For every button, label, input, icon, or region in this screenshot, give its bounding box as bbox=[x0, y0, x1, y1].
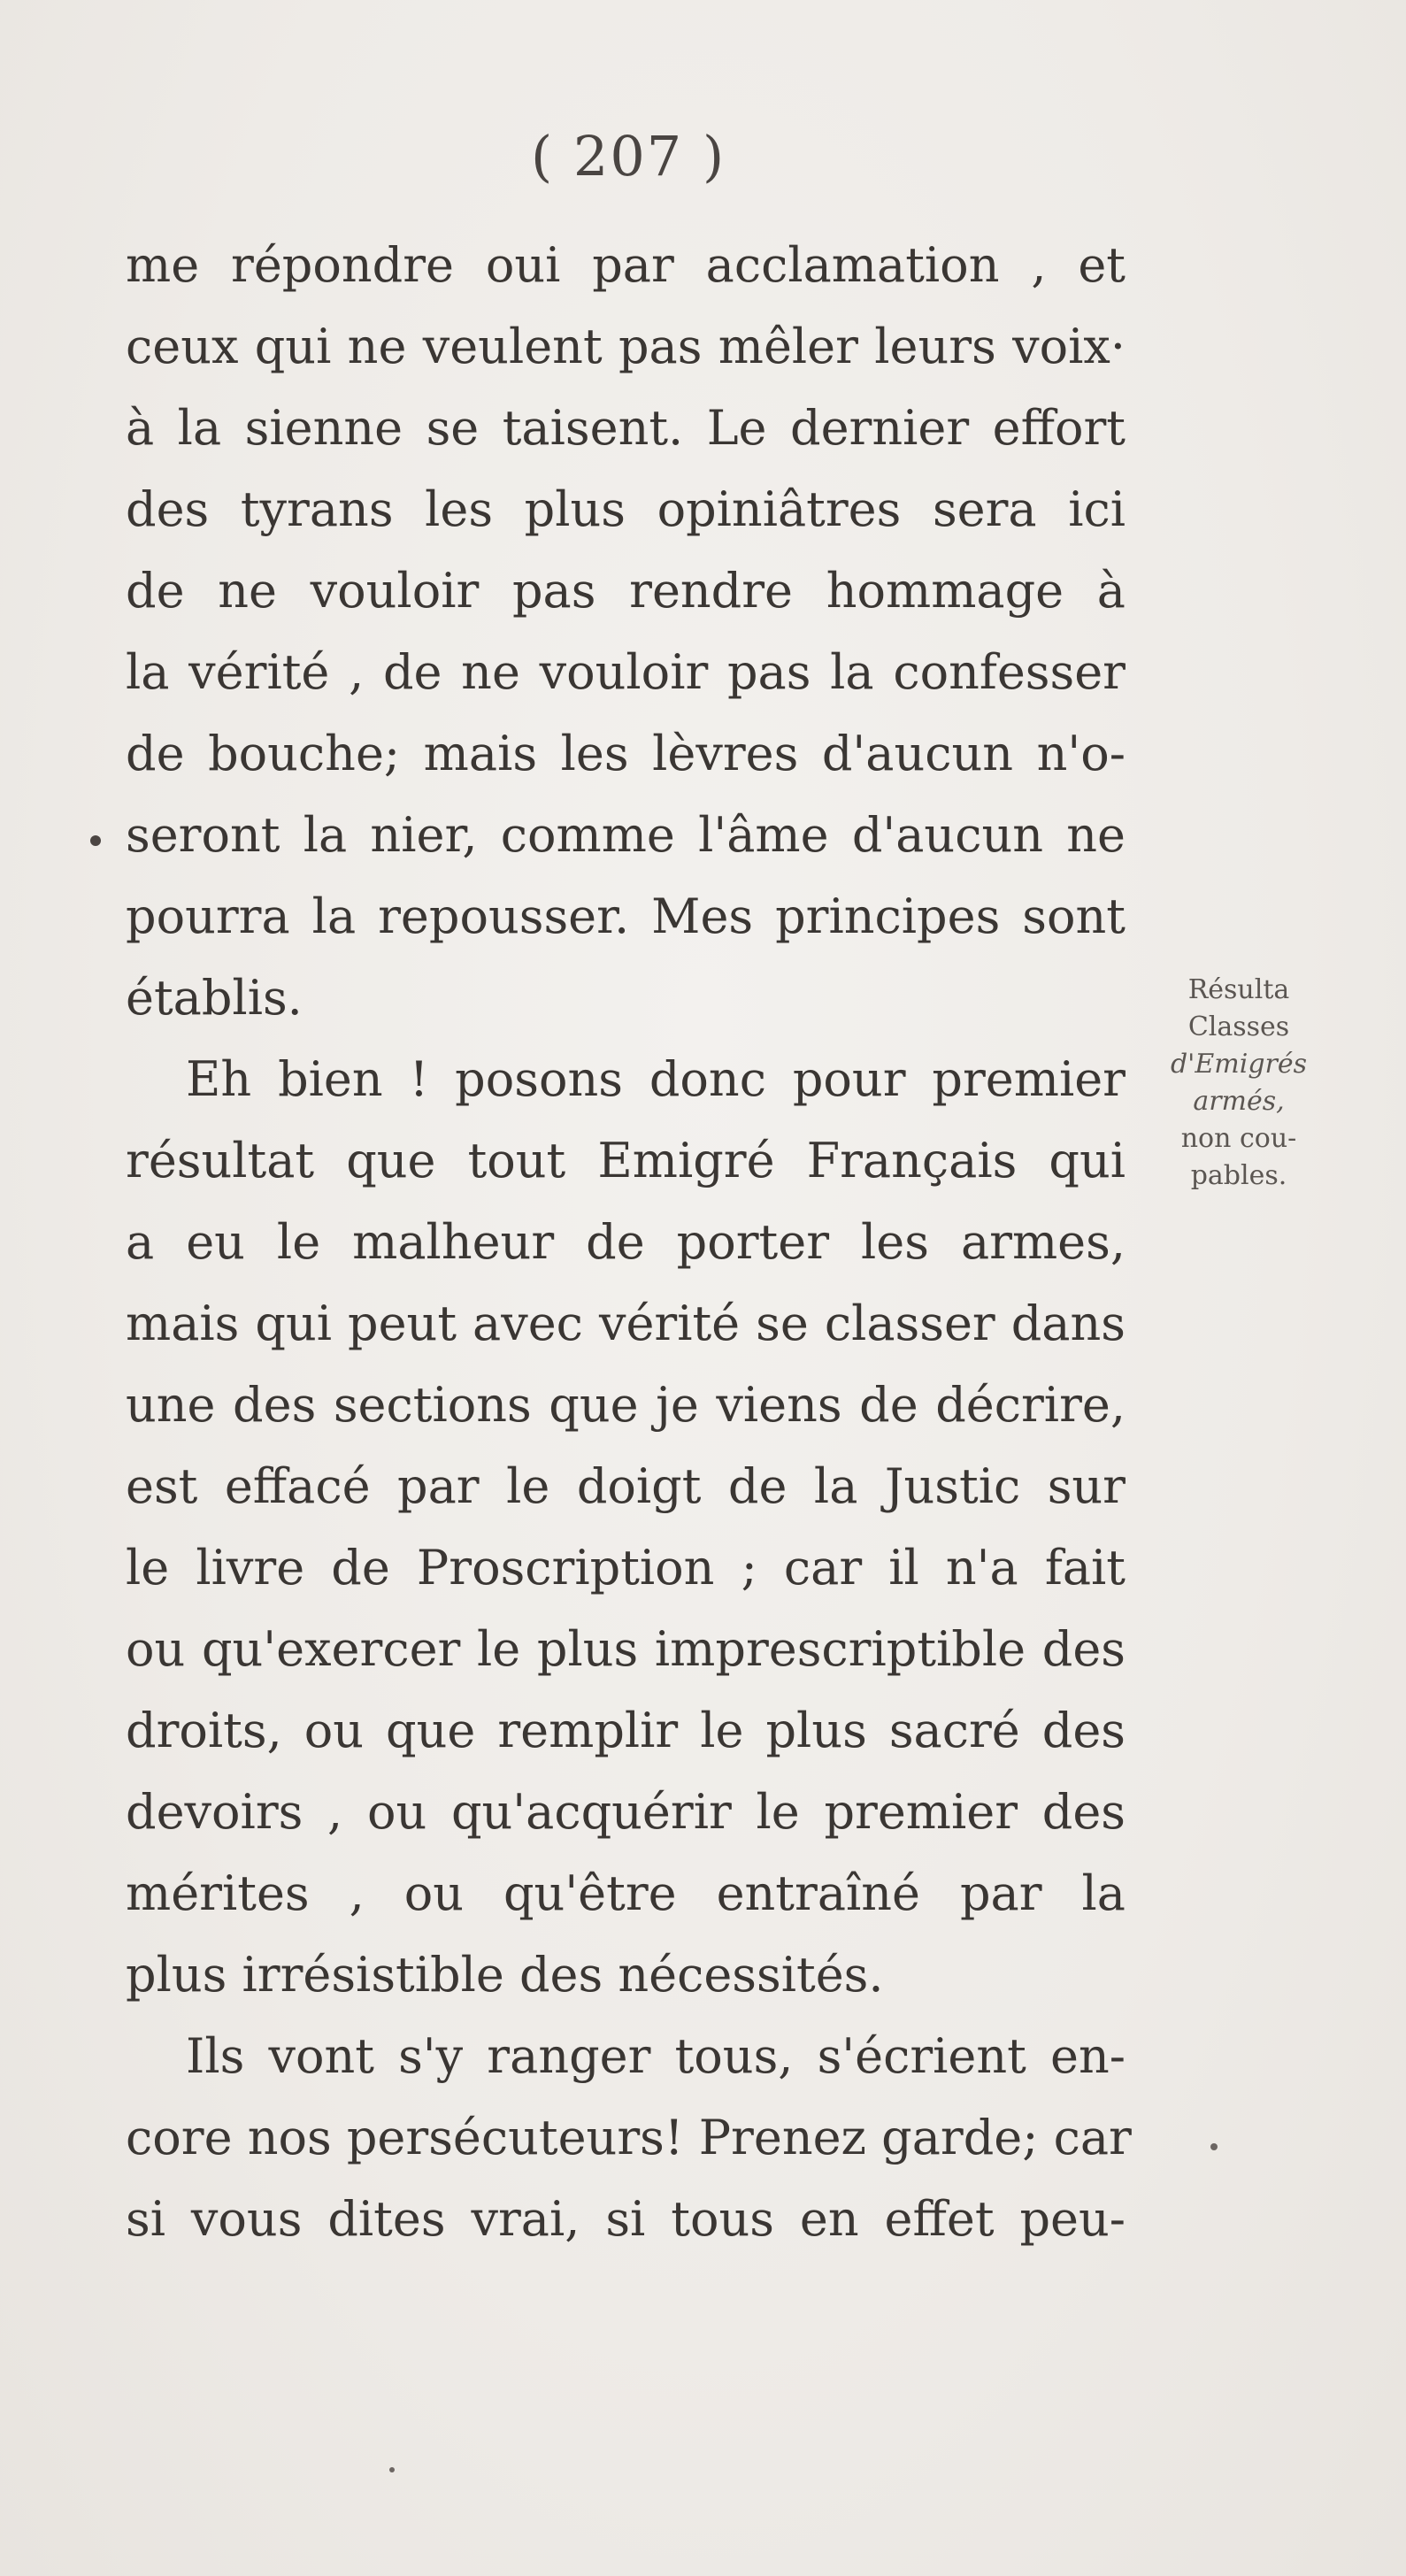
margin-note-line: armés, bbox=[1193, 1086, 1285, 1117]
text-line: me répondre oui par acclamation , et bbox=[126, 237, 1126, 293]
margin-note-line: Résulta bbox=[1187, 974, 1290, 1005]
body-text bbox=[126, 225, 1132, 2260]
text-line: droits, ou que remplir le plus sacré des bbox=[126, 1703, 1126, 1758]
text-line: des tyrans les plus opiniâtres sera ici bbox=[126, 481, 1126, 537]
text-line: si vous dites vrai, si tous en effet peu- bbox=[126, 2191, 1126, 2247]
text-line: seront la nier, comme l'âme d'aucun ne bbox=[126, 807, 1126, 863]
text-line: core nos persécuteurs! Prenez garde; car bbox=[126, 2110, 1132, 2165]
margin-note-line: non cou- bbox=[1180, 1123, 1297, 1154]
margin-note-line: d'Emigrés bbox=[1170, 1049, 1308, 1080]
page-number: ( 207 ) bbox=[531, 124, 726, 188]
margin-note-line: pables. bbox=[1190, 1160, 1287, 1191]
text-line: résultat que tout Emigré Français qui bbox=[126, 1133, 1126, 1188]
text-line: à la sienne se taisent. Le dernier effort bbox=[126, 400, 1126, 456]
text-line: une des sections que je viens de décrire, bbox=[126, 1377, 1126, 1433]
paper-speck bbox=[389, 2467, 395, 2472]
text-line: mérites , ou qu'être entraîné par la bbox=[126, 1865, 1126, 1921]
text-line: Eh bien ! posons donc pour premier bbox=[186, 1051, 1126, 1107]
text-line: mais qui peut avec vérité se classer dans bbox=[126, 1296, 1126, 1351]
text-line: Ils vont s'y ranger tous, s'écrient en- bbox=[186, 2028, 1126, 2084]
text-line: pourra la repousser. Mes principes sont bbox=[126, 888, 1126, 944]
text-line: est effacé par le doigt de la Justic sur bbox=[126, 1458, 1126, 1514]
text-line: a eu le malheur de porter les armes, bbox=[126, 1214, 1126, 1270]
text-line: devoirs , ou qu'acquérir le premier des bbox=[126, 1784, 1126, 1840]
text-line: établis. bbox=[126, 970, 303, 1026]
text-line: plus irrésistible des nécessités. bbox=[126, 1947, 884, 2003]
text-line: ceux qui ne veulent pas mêler leurs voix· bbox=[126, 319, 1126, 374]
text-line: de bouche; mais les lèvres d'aucun n'o- bbox=[126, 726, 1126, 781]
paper-speck bbox=[1210, 2143, 1218, 2150]
text-line: le livre de Proscription ; car il n'a fait bbox=[126, 1540, 1126, 1596]
text-line: de ne vouloir pas rendre hommage à bbox=[126, 563, 1126, 619]
text-line: ou qu'exercer le plus imprescriptible des bbox=[126, 1621, 1126, 1677]
text-line: la vérité , de ne vouloir pas la confesser bbox=[126, 644, 1126, 700]
margin-bullet-mark bbox=[90, 835, 101, 846]
margin-note-line: Classes bbox=[1187, 1011, 1290, 1042]
margin-note bbox=[1141, 972, 1336, 1195]
